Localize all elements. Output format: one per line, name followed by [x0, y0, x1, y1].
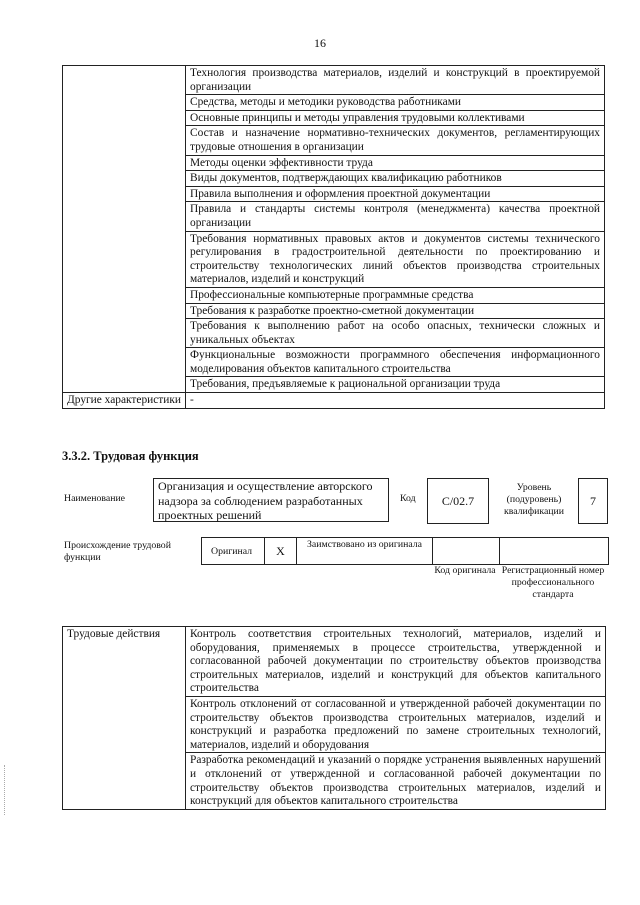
knowledge-item: Требования, предъявляемые к рациональной организации труда [186, 377, 605, 393]
level-box: 7 [578, 478, 608, 524]
table-row [63, 393, 605, 409]
knowledge-item: Требования к разработке проектно-сметной документации [186, 303, 605, 319]
knowledge-table [62, 65, 605, 409]
function-name-box: Организация и осуществление авторского надзора за соблюдением разработанных проектных решений [153, 478, 389, 522]
knowledge-item: Профессиональные компьютерные программные средства [186, 287, 605, 303]
knowledge-item: Функциональные возможности программного обеспечения информационного моделирования объектов капитального строительства [186, 348, 605, 377]
knowledge-item: Требования к выполнению работ на особо опасных, технически сложных и уникальных объектах [186, 319, 605, 348]
code-label: Код [400, 493, 416, 504]
action-item: Контроль отклонений от согласованной и утвержденной рабочей документации по строительству объектов производства строительных материалов, изделий и конструкций и разработка предложений по замене строительных технологий, материалов, изделий и оборудования [186, 696, 606, 752]
knowledge-item: Виды документов, подтверждающих квалификацию работников [186, 171, 605, 187]
registration-caption: Регистрационный номер профессионального стандарта [501, 565, 605, 600]
section-title: 3.3.2. Трудовая функция [62, 449, 199, 463]
original-code-cell [433, 538, 500, 564]
name-label: Наименование [64, 493, 126, 504]
code-caption: Код оригинала [434, 565, 496, 576]
action-item: Контроль соответствия строительных технологий, материалов, изделий и оборудования, применяемых в процессе строительства, утвержденной и согласованной рабочей документации по строительству объектов производства строительных материалов, изделий и конструкций для объектов капитального строительства [186, 627, 606, 697]
original-label: Оригинал [202, 538, 265, 564]
page-number: 16 [314, 36, 326, 50]
other-characteristics-label: Другие характеристики [63, 393, 186, 409]
borrowed-label: Заимствовано из оригинала [297, 538, 433, 564]
knowledge-item: Состав и назначение нормативно-технических документов, регламентирующих трудовые отношения в организации [186, 126, 605, 155]
empty-label-cell [63, 66, 186, 393]
knowledge-item: Методы оценки эффективности труда [186, 155, 605, 171]
knowledge-item: Правила и стандарты системы контроля (менеджмента) качества проектной организации [186, 202, 605, 231]
knowledge-item: Правила выполнения и оформления проектной документации [186, 186, 605, 202]
knowledge-item: Требования нормативных правовых актов и документов системы технического регулирования в градостроительной деятельности по проектированию и строительству технологических линий объектов производства строительных материалов, изделий и конструкций [186, 231, 605, 287]
level-label: Уровень (подуровень) квалификации [503, 482, 565, 517]
function-code-box: С/02.7 [427, 478, 489, 524]
other-characteristics-value: - [186, 393, 605, 409]
action-item: Разработка рекомендаций и указаний о порядке устранения выявленных нарушений и отклонений от утвержденной и согласованной рабочей документации по строительству объектов производства строительных материалов, изделий и конструкций для объектов капитального строительства [186, 753, 606, 809]
table-row [63, 66, 605, 95]
registration-number-cell [500, 538, 608, 564]
knowledge-item: Основные принципы и методы управления трудовыми коллективами [186, 110, 605, 126]
knowledge-item: Технология производства материалов, изделий и конструкций в проектируемой организации [186, 66, 605, 95]
table-row [63, 627, 606, 697]
knowledge-item: Средства, методы и методики руководства работниками [186, 95, 605, 111]
original-mark: X [265, 538, 297, 564]
origin-row [201, 537, 609, 565]
origin-label: Происхождение трудовой функции [64, 540, 171, 563]
margin-mark [4, 765, 6, 815]
actions-label: Трудовые действия [63, 627, 186, 810]
actions-table [62, 626, 606, 810]
